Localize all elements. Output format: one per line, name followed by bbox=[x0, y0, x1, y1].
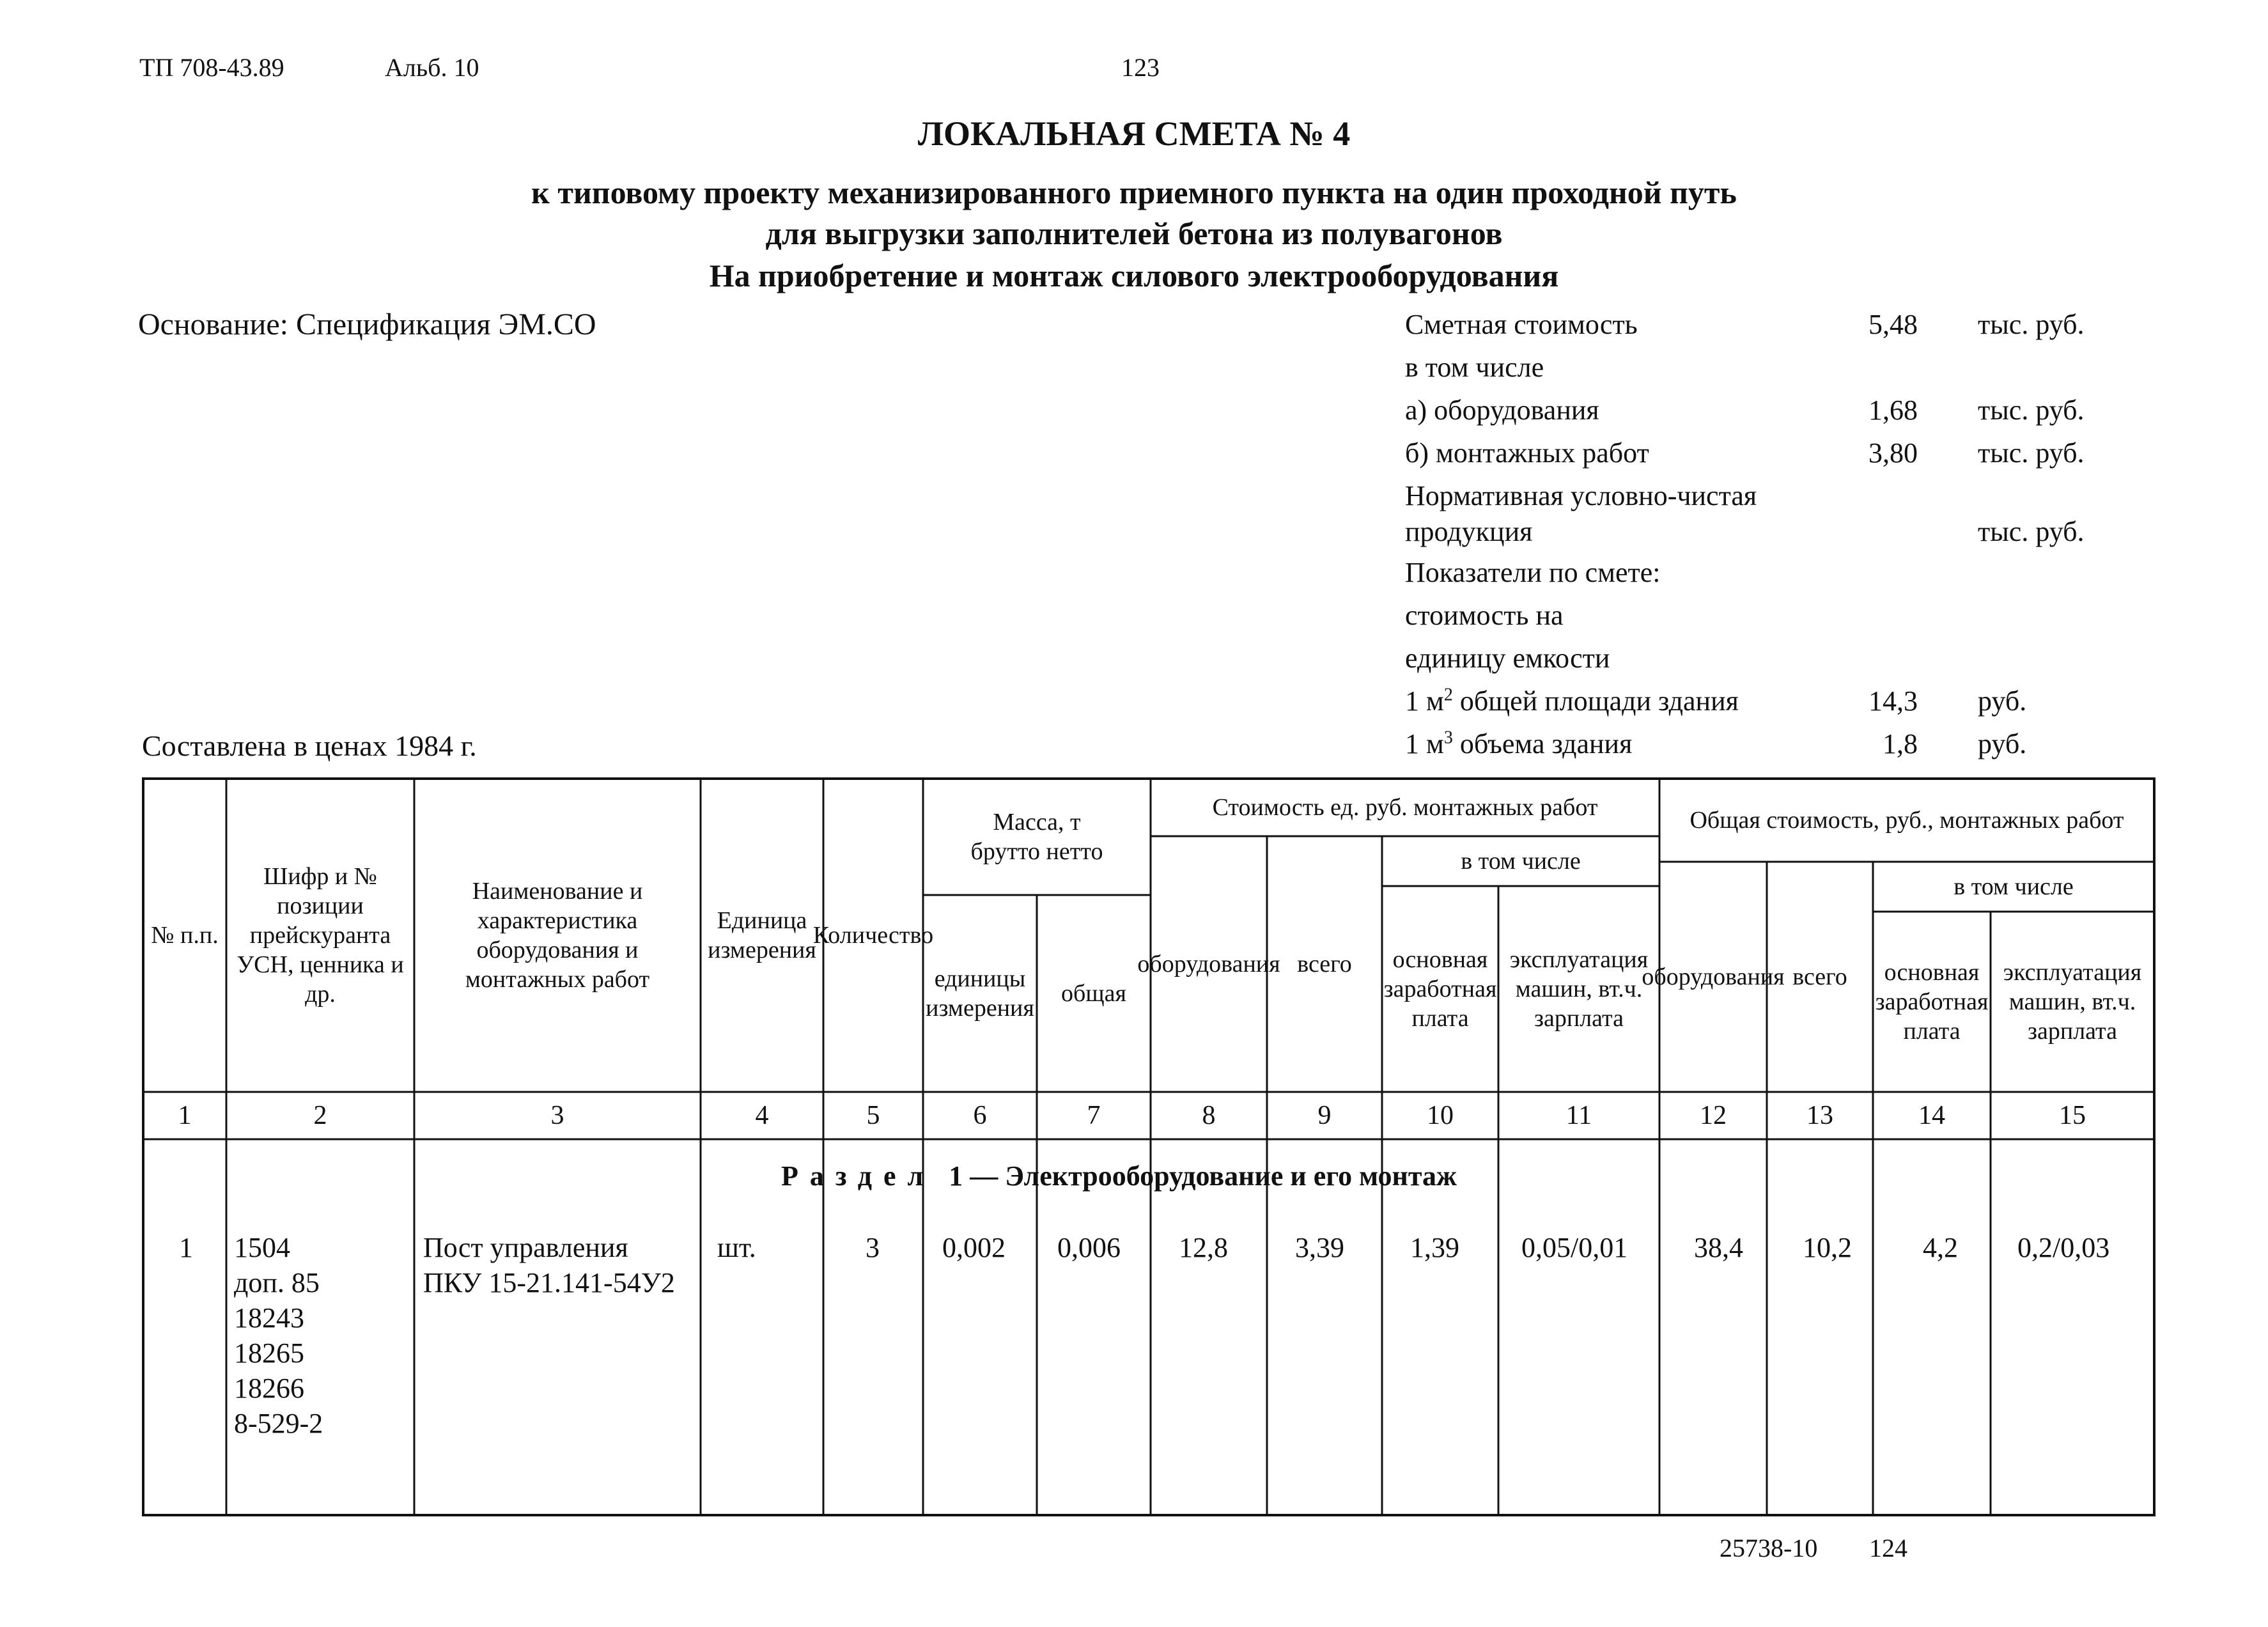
header-col-8: оборудования bbox=[1137, 951, 1280, 977]
installation-total-cost: 10,2 bbox=[1803, 1232, 1852, 1263]
installation-value: 3,80 bbox=[1868, 437, 1918, 469]
mass-total: 0,006 bbox=[1057, 1232, 1121, 1263]
header-mass-group: Масса, т брутто нетто bbox=[970, 809, 1103, 865]
subtitle-line-2: для выгрузки заполнителей бетона из полувагонов bbox=[765, 215, 1503, 251]
header-col-6: единицы измерения bbox=[926, 965, 1034, 1022]
header-col-11: эксплуатация машин, вт.ч. зарплата bbox=[1509, 946, 1649, 1032]
area-indicator-value: 14,3 bbox=[1868, 685, 1918, 717]
header-col-2: Шифр и № позиции прейскуранта УСН, ценника и др. bbox=[237, 863, 404, 1008]
header-col-1: № п.п. bbox=[151, 922, 219, 949]
volume-indicator-unit: руб. bbox=[1978, 728, 2027, 759]
equipment-total-cost: 38,4 bbox=[1694, 1232, 1743, 1263]
column-number: 8 bbox=[1202, 1101, 1216, 1130]
column-number: 10 bbox=[1427, 1101, 1454, 1130]
estimated-cost-value: 5,48 bbox=[1868, 309, 1918, 340]
equipment-value: 1,68 bbox=[1868, 394, 1918, 426]
prices-year-text: Составлена в ценах 1984 г. bbox=[142, 729, 477, 762]
album-label: Альб. 10 bbox=[385, 53, 479, 82]
document-code: ТП 708-43.89 bbox=[139, 53, 284, 82]
header-unit-cost-group: Стоимость ед. руб. монтажных работ bbox=[1212, 794, 1598, 821]
price-code: 8-529-2 bbox=[234, 1408, 323, 1439]
column-number: 15 bbox=[2059, 1101, 2086, 1130]
header-col-13: всего bbox=[1792, 963, 1847, 990]
mass-per-unit: 0,002 bbox=[942, 1232, 1006, 1263]
column-number: 5 bbox=[866, 1101, 880, 1130]
header-col-3: Наименование и характеристика оборудования и монтажных работ bbox=[465, 878, 650, 993]
column-number: 11 bbox=[1565, 1101, 1592, 1130]
header-including-2: в том числе bbox=[1953, 873, 2074, 900]
column-number: 3 bbox=[550, 1101, 564, 1130]
header-col-9: всего bbox=[1297, 951, 1352, 977]
cost-per-label: стоимость на bbox=[1405, 600, 1564, 631]
item-name-line-1: Пост управления bbox=[423, 1232, 628, 1263]
header-total-cost-group: Общая стоимость, руб., монтажных работ bbox=[1689, 807, 2124, 834]
unit-capacity-label: единицу емкости bbox=[1405, 642, 1610, 674]
equipment-unit: тыс. руб. bbox=[1978, 394, 2085, 426]
row-number: 1 bbox=[179, 1232, 193, 1263]
price-code: 18265 bbox=[234, 1337, 304, 1369]
estimated-cost-label: Сметная стоимость bbox=[1405, 309, 1638, 340]
column-number: 2 bbox=[313, 1101, 327, 1130]
equipment-unit-cost: 12,8 bbox=[1179, 1232, 1228, 1263]
normative-label-2: продукция bbox=[1405, 516, 1533, 547]
unit-of-measure: шт. bbox=[717, 1232, 756, 1263]
page-number: 123 bbox=[1121, 53, 1160, 82]
header-col-12: оборудования bbox=[1642, 963, 1785, 990]
header-col-5: Количество bbox=[812, 922, 934, 949]
price-code: 18243 bbox=[234, 1302, 304, 1334]
subtitle-line-1: к типовому проекту механизированного приемного пункта на один проходной путь bbox=[531, 175, 1737, 210]
normative-label-1: Нормативная условно-чистая bbox=[1405, 480, 1757, 511]
column-number: 13 bbox=[1806, 1101, 1833, 1130]
volume-indicator-label: 1 $м^3$ объема здания bbox=[1405, 728, 1633, 759]
machine-total-cost: 0,2/0,03 bbox=[2017, 1232, 2110, 1263]
estimated-cost-unit: тыс. руб. bbox=[1978, 309, 2085, 340]
footer-code: 25738-10 bbox=[1720, 1534, 1818, 1562]
footer-page: 124 bbox=[1869, 1534, 1907, 1562]
column-number: 14 bbox=[1918, 1101, 1945, 1130]
basis-text: Основание: Спецификация ЭМ.СО bbox=[138, 307, 596, 341]
wage-unit-cost: 1,39 bbox=[1410, 1232, 1459, 1263]
normative-unit: тыс. руб. bbox=[1978, 516, 2085, 547]
quantity: 3 bbox=[866, 1232, 880, 1263]
volume-indicator-value: 1,8 bbox=[1883, 728, 1918, 759]
column-number: 9 bbox=[1317, 1101, 1332, 1130]
price-code: доп. 85 bbox=[234, 1267, 320, 1298]
column-number: 12 bbox=[1700, 1101, 1727, 1130]
header-col-14: основная заработная плата bbox=[1875, 959, 1989, 1045]
equipment-label: а) оборудования bbox=[1405, 394, 1599, 426]
column-number: 6 bbox=[973, 1101, 987, 1130]
column-number: 4 bbox=[755, 1101, 769, 1130]
price-code: 18266 bbox=[234, 1373, 304, 1404]
header-col-7: общая bbox=[1061, 980, 1126, 1007]
wage-total-cost: 4,2 bbox=[1923, 1232, 1958, 1263]
including-label: в том числе bbox=[1405, 352, 1544, 383]
installation-unit: тыс. руб. bbox=[1978, 437, 2085, 469]
installation-label: б) монтажных работ bbox=[1405, 437, 1649, 469]
section-title: Раздел 1 — Электрооборудование и его монтаж bbox=[781, 1160, 1457, 1192]
header-col-15: эксплуатация машин, вт.ч. зарплата bbox=[2003, 959, 2142, 1045]
column-number: 7 bbox=[1087, 1101, 1101, 1130]
subtitle-line-3: На приобретение и монтаж силового электрооборудования bbox=[709, 258, 1559, 293]
installation-unit-cost: 3,39 bbox=[1295, 1232, 1344, 1263]
area-indicator-unit: руб. bbox=[1978, 685, 2027, 717]
area-indicator-label: 1 $м^2$ общей площади здания bbox=[1405, 685, 1739, 717]
header-col-4: Единица измерения bbox=[708, 907, 816, 963]
header-including-1: в том числе bbox=[1461, 848, 1581, 875]
price-code: 1504 bbox=[234, 1232, 290, 1263]
item-name-line-2: ПКУ 15-21.141-54У2 bbox=[423, 1267, 675, 1298]
indicators-label: Показатели по смете: bbox=[1405, 557, 1661, 588]
page-title: ЛОКАЛЬНАЯ СМЕТА № 4 bbox=[917, 114, 1351, 153]
header-col-10: основная заработная плата bbox=[1383, 946, 1497, 1032]
column-number: 1 bbox=[178, 1101, 192, 1130]
machine-unit-cost: 0,05/0,01 bbox=[1521, 1232, 1628, 1263]
